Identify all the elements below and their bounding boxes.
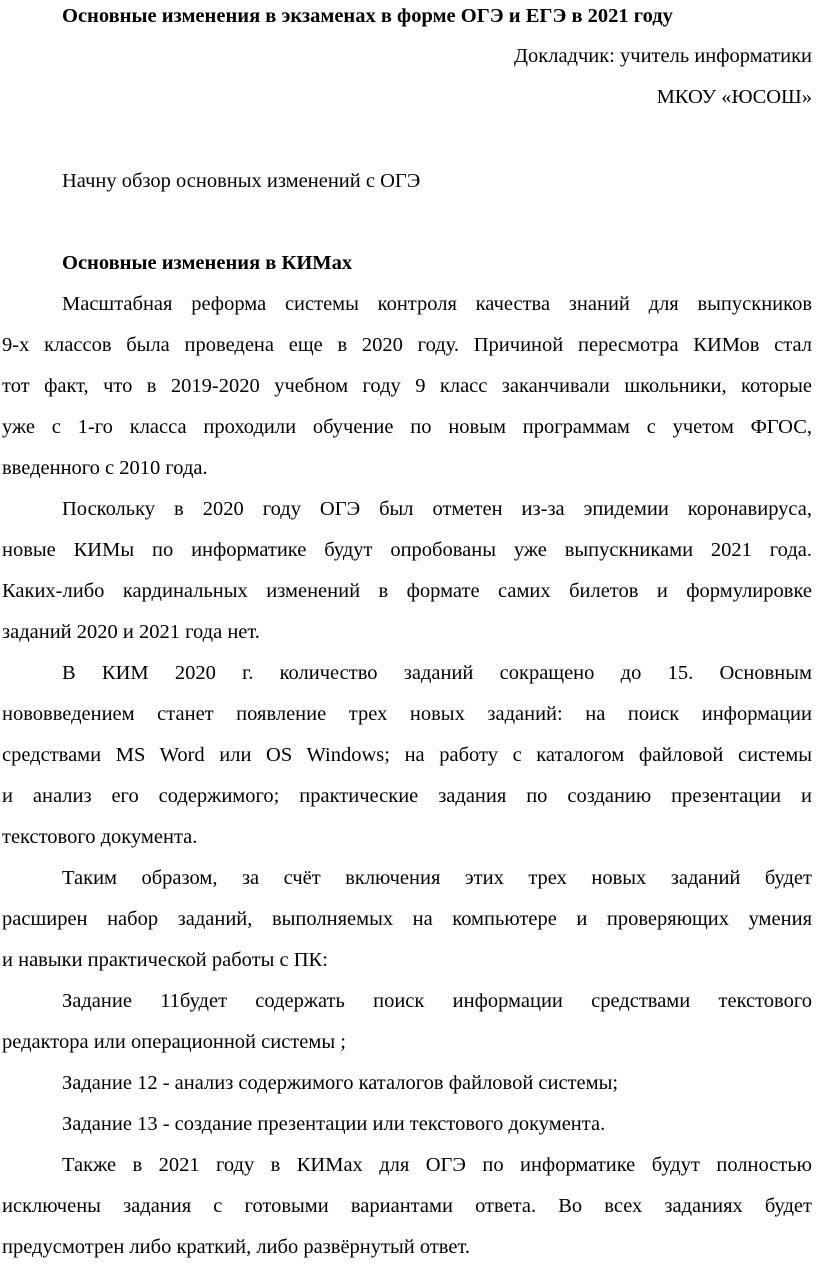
paragraph-line: 9-х классов была проведена еще в 2020 году. Причиной пересмотра КИМов стал <box>2 334 812 356</box>
paragraph-line: Задание 11будет содержать поиск информации средствами текстового <box>62 990 812 1012</box>
paragraph-line: Задание 12 - анализ содержимого каталогов файловой системы; <box>62 1072 619 1094</box>
paragraph-line: Задание 13 - создание презентации или текстового документа. <box>62 1113 606 1135</box>
paragraph-line: и навыки практической работы с ПК: <box>2 949 328 971</box>
paragraph-line: предусмотрен либо краткий, либо развёрнутый ответ. <box>2 1236 470 1258</box>
intro-text: Начну обзор основных изменений с ОГЭ <box>62 170 421 192</box>
speaker-line: Докладчик: учитель информатики <box>514 45 812 67</box>
school-line: МКОУ «ЮСОШ» <box>656 86 812 108</box>
document-title: Основные изменения в экзаменах в форме ОГЭ и ЕГЭ в 2021 году <box>62 5 673 27</box>
paragraph-line: текстового документа. <box>2 826 198 848</box>
paragraph-line: Таким образом, за счёт включения этих трех новых заданий будет <box>62 867 812 889</box>
paragraph-line: средствами MS Word или OS Windows; на работу с каталогом файловой системы <box>2 744 812 766</box>
paragraph-line: расширен набор заданий, выполняемых на компьютере и проверяющих умения <box>2 908 812 930</box>
paragraph-line: заданий 2020 и 2021 года нет. <box>2 621 260 643</box>
paragraph-line: В КИМ 2020 г. количество заданий сокращено до 15. Основным <box>62 662 812 684</box>
paragraph-line: Поскольку в 2020 году ОГЭ был отметен из-за эпидемии коронавируса, <box>62 498 812 520</box>
section-heading: Основные изменения в КИМах <box>62 252 353 274</box>
paragraph-line: новые КИМы по информатике будут опробованы уже выпускниками 2021 года. <box>2 539 812 561</box>
paragraph-line: уже с 1-го класса проходили обучение по новым программам с учетом ФГОС, <box>2 416 812 438</box>
paragraph-line: и анализ его содержимого; практические задания по созданию презентации и <box>2 785 812 807</box>
paragraph-line: Каких-либо кардинальных изменений в формате самих билетов и формулировке <box>2 580 812 602</box>
paragraph-line: Также в 2021 году в КИМах для ОГЭ по информатике будут полностью <box>62 1154 812 1176</box>
paragraph-line: введенного с 2010 года. <box>2 457 208 479</box>
paragraph-line: тот факт, что в 2019-2020 учебном году 9 класс заканчивали школьники, которые <box>2 375 812 397</box>
paragraph-line: редактора или операционной системы ; <box>2 1031 346 1053</box>
paragraph-line: исключены задания с готовыми вариантами ответа. Во всех заданиях будет <box>2 1195 812 1217</box>
paragraph-line: Масштабная реформа системы контроля качества знаний для выпускников <box>62 293 812 315</box>
paragraph-line: нововведением станет появление трех новых заданий: на поиск информации <box>2 703 812 725</box>
